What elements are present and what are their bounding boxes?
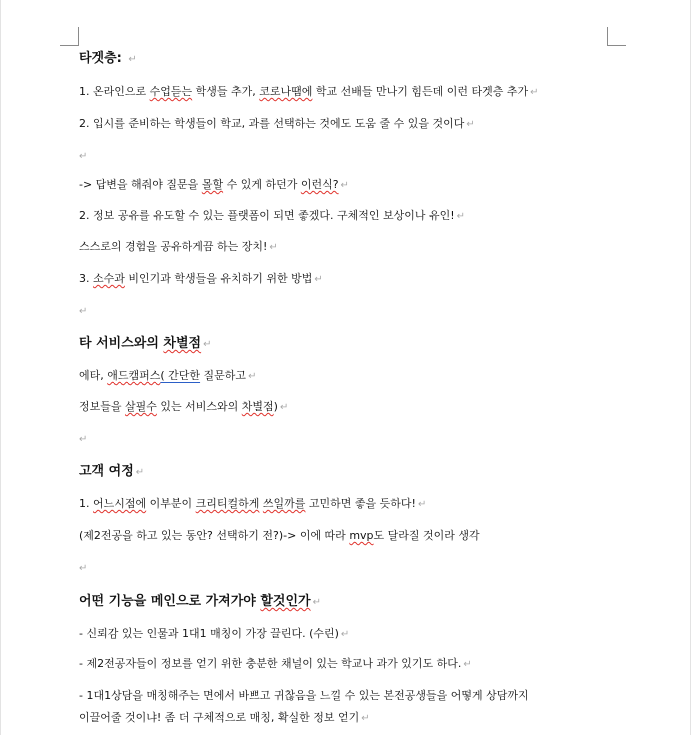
- paragraph-mark-icon: ↵: [128, 54, 137, 65]
- empty-paragraph[interactable]: [79, 432, 87, 447]
- paragraph-mark-icon: ↵: [456, 211, 466, 222]
- paragraph[interactable]: 1. 온라인으로 수업듣는 학생들 추가, 코로나땜에 학교 선배들 만나기 힘든데 이런 타겟층 추가 ↵: [79, 85, 539, 98]
- misspelled-word: 애드캠퍼스: [107, 369, 161, 382]
- paragraph-mark-icon: ↵: [79, 434, 88, 445]
- paragraph-mark-icon: ↵: [340, 629, 350, 640]
- paragraph-mark-icon: ↵: [312, 597, 321, 608]
- paragraph-mark-icon: ↵: [466, 119, 475, 130]
- paragraph[interactable]: 2. 입시를 준비하는 학생들이 학교, 과를 선택하는 것에도 도움 줄 수 있을 것이다 ↵: [79, 117, 475, 130]
- grammar-flagged-text: ( 간단한: [160, 369, 201, 382]
- paragraph[interactable]: - 1대1상담을 매칭해주는 면에서 바쁘고 귀찮음을 느낄 수 있는 본전공생들을 어떻게 상담까지: [79, 689, 529, 702]
- heading-text: 타겟층:: [79, 51, 122, 66]
- crop-mark-top-right: [607, 27, 626, 46]
- paragraph-mark-icon: ↵: [463, 659, 472, 670]
- misspelled-word: 할것인가: [260, 594, 311, 609]
- paragraph[interactable]: - 제2전공자들이 정보를 얻기 위한 충분한 채널이 있는 학교나 과가 있기도 하다. ↵: [79, 657, 472, 670]
- paragraph-mark-icon: ↵: [361, 713, 370, 724]
- paragraph[interactable]: 스스로의 경험을 공유하게끔 하는 장치! ↵: [79, 240, 278, 253]
- paragraph[interactable]: 1. 어느시점에 이부분이 크리티컬하게 쓰일까를 고민하면 좋을 듯하다! ↵: [79, 497, 427, 510]
- paragraph[interactable]: -> 답변을 해줘야 질문을 몰할 수 있게 하던가 이런식? ↵: [79, 178, 349, 191]
- misspelled-word: 쓰일까를: [262, 497, 306, 510]
- empty-paragraph[interactable]: [79, 149, 87, 164]
- heading-target-audience[interactable]: [79, 51, 137, 68]
- misspelled-word: 차별점: [163, 336, 202, 351]
- empty-paragraph[interactable]: [79, 561, 87, 576]
- misspelled-word: mvp: [349, 529, 374, 542]
- misspelled-word: 코로나땜에: [259, 85, 313, 98]
- paragraph-mark-icon: ↵: [135, 467, 145, 478]
- paragraph-mark-icon: ↵: [248, 371, 257, 382]
- misspelled-word: 차별점: [241, 400, 274, 413]
- misspelled-word: 크리티컬하게: [195, 497, 260, 510]
- heading-differentiation[interactable]: 타 서비스와의 차별점 ↵: [79, 336, 212, 351]
- misspelled-word: 살필수: [125, 400, 157, 413]
- page-edge-left: [0, 0, 1, 735]
- misspelled-word: 몰할: [201, 178, 224, 191]
- paragraph[interactable]: 3. 소수과 비인기과 학생들을 유치하기 위한 방법 ↵: [79, 272, 323, 285]
- misspelled-word: 소수과: [93, 272, 125, 285]
- heading-customer-journey[interactable]: 고객 여정 ↵: [79, 464, 145, 479]
- paragraph-mark-icon: ↵: [417, 499, 427, 510]
- paragraph[interactable]: 정보들을 살필수 있는 서비스와의 차별점) ↵: [79, 400, 289, 413]
- paragraph[interactable]: 에타, 애드캠퍼스( 간단한 질문하고 ↵: [79, 369, 257, 382]
- paragraph-mark-icon: ↵: [79, 151, 88, 162]
- paragraph[interactable]: - 신뢰감 있는 인물과 1대1 매칭이 가장 끌린다. (수린) ↵: [79, 627, 350, 640]
- paragraph-mark-icon: ↵: [203, 339, 212, 350]
- misspelled-word: 어느시점에: [93, 497, 147, 510]
- crop-mark-top-left: [60, 27, 79, 46]
- misspelled-word: 수업듣는: [149, 85, 193, 98]
- paragraph-mark-icon: ↵: [340, 180, 349, 191]
- paragraph-mark-icon: ↵: [279, 402, 289, 413]
- paragraph-mark-icon: ↵: [314, 274, 323, 285]
- paragraph[interactable]: (제2전공을 하고 있는 동안? 선택하기 전?)-> 이에 따라 mvp도 달라질 것이라 생각: [79, 529, 480, 542]
- misspelled-word: 이런식?: [300, 178, 339, 191]
- empty-paragraph[interactable]: [79, 304, 87, 319]
- heading-main-feature[interactable]: 어떤 기능을 메인으로 가져가야 할것인가 ↵: [79, 594, 321, 609]
- paragraph-mark-icon: ↵: [79, 563, 88, 574]
- paragraph-mark-icon: ↵: [269, 242, 278, 253]
- paragraph[interactable]: 2. 정보 공유를 유도할 수 있는 플랫폼이 되면 좋겠다. 구체적인 보상이나 유인! ↵: [79, 209, 466, 222]
- paragraph-mark-icon: ↵: [530, 87, 539, 98]
- paragraph-continuation[interactable]: 이끌어줄 것이냐! 좀 더 구체적으로 매칭, 확실한 정보 얻기 ↵: [79, 711, 370, 724]
- paragraph-mark-icon: ↵: [79, 306, 88, 317]
